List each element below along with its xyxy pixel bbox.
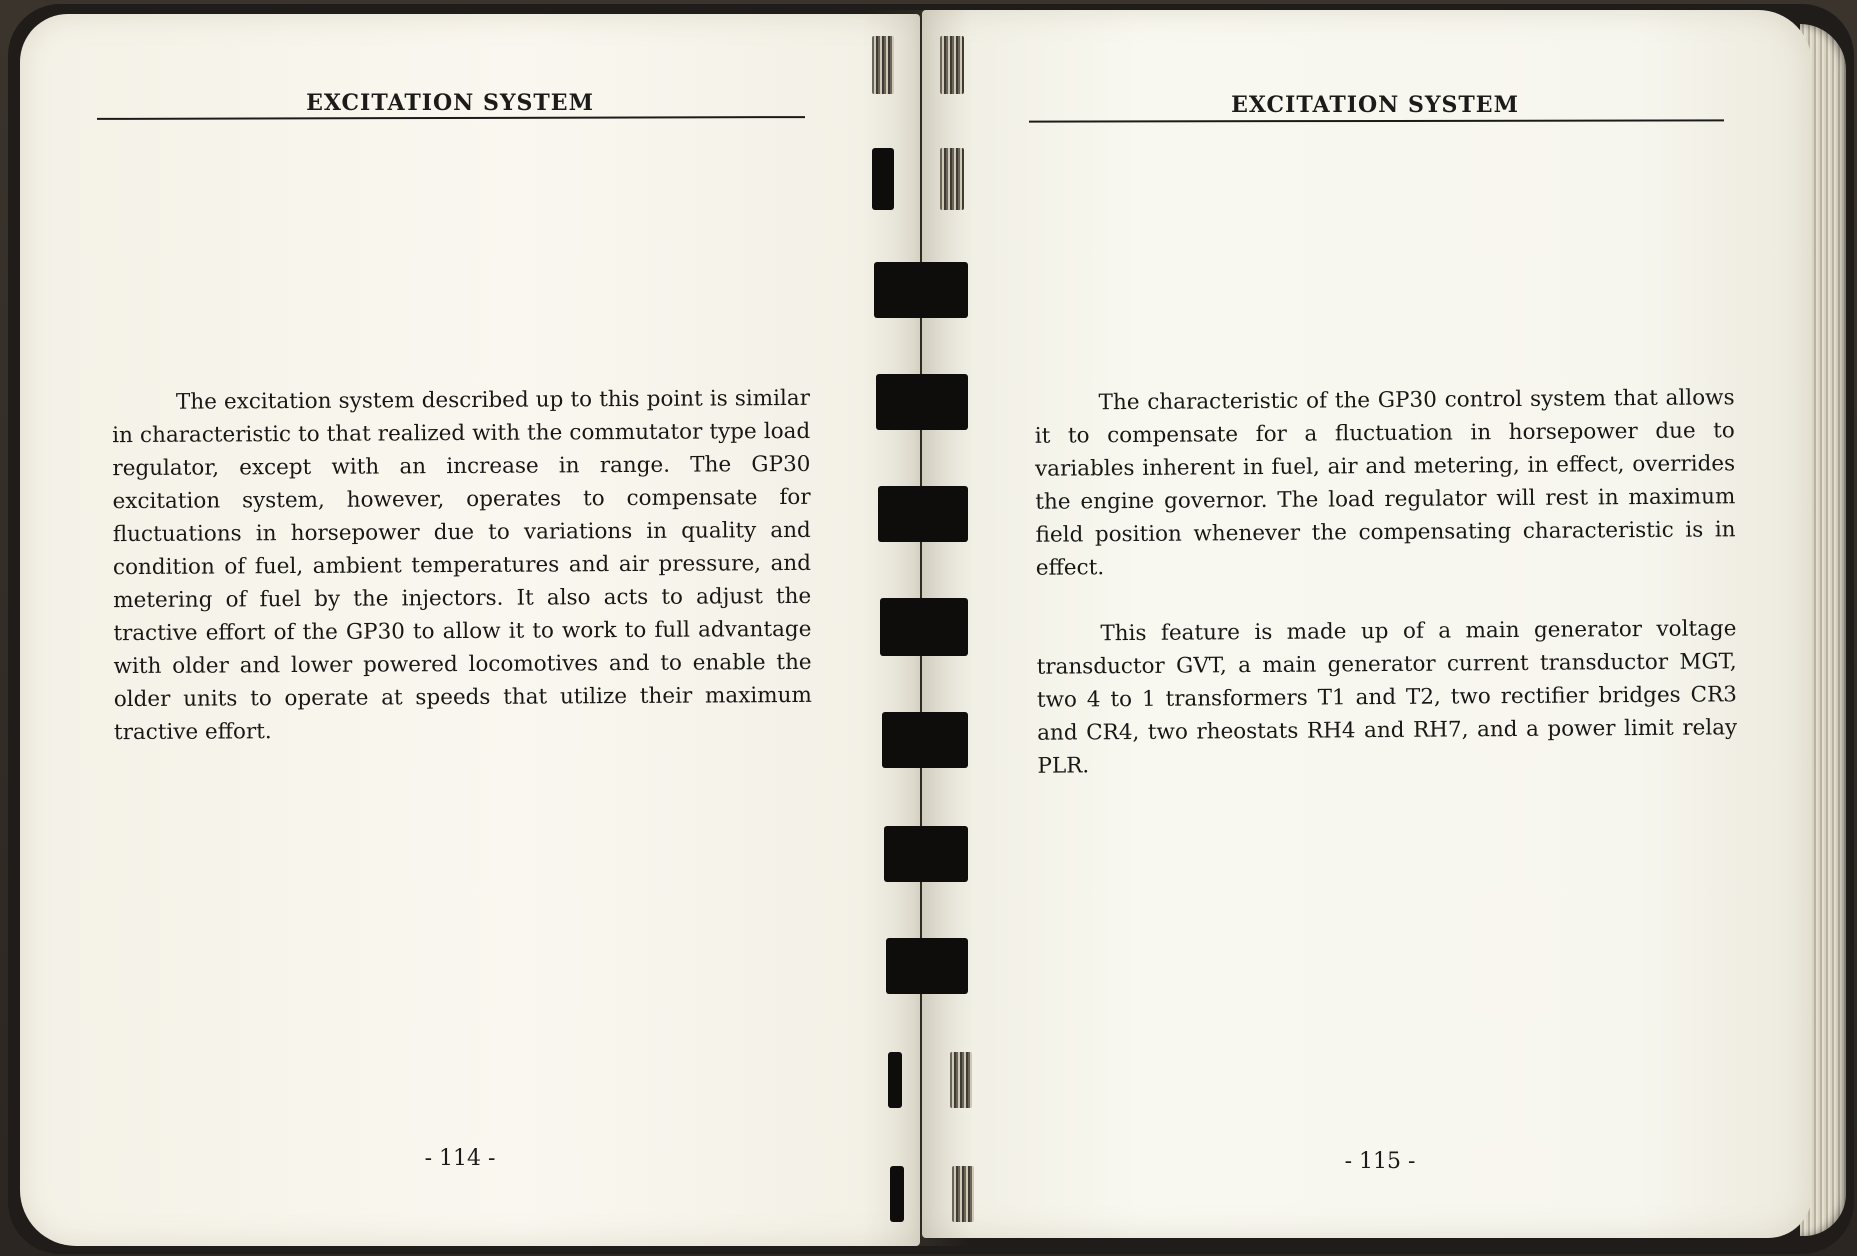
left-running-head: EXCITATION SYSTEM <box>306 90 594 116</box>
right-page-number: - 115 - <box>1344 1149 1416 1174</box>
left-paragraph-1: The excitation system described up to this point is similar in characteristic to that realized with the commutator type load regulator, except with an increase in range. The GP30 excitation system, however, operates to compensate for fluctuations in horsepower due to variations in quality and condition of fuel, ambient temperatures and air pressure, and metering of fuel by the injectors. It also acts to adjust the tractive effort of the GP30 to allow it to work to full advantage with older and lower powered locomotives and to enable the older units to operate at speeds that utilize their maximum tractive effort. <box>112 385 812 746</box>
left-page-number: - 114 - <box>424 1146 496 1171</box>
binding-ring <box>876 374 968 430</box>
right-paragraph-2: This feature is made up of a main generator voltage transductor GVT, a main generator current transductor MGT, two 4 to 1 transformers T1 and T2, two rectifier bridges CR3 and CR4, two rheostats RH4 and RH7, and a power limit relay PLR. <box>1036 616 1738 779</box>
binding-ring <box>940 148 964 210</box>
right-running-head: EXCITATION SYSTEM <box>1231 92 1519 118</box>
binding-ring <box>872 36 894 94</box>
binding-ring <box>872 148 894 210</box>
right-paragraph-1: The characteristic of the GP30 control system that allows it to compensate for a fluctuation in horsepower due to variables inherent in fuel, air and metering, in effect, overrides the engine governor. The load regulator will rest in maximum field position whenever the compensating characteristic is in effect. <box>1034 385 1736 581</box>
binding-ring <box>874 262 968 318</box>
binding-ring <box>880 598 968 656</box>
binding-ring <box>884 826 968 882</box>
binding-ring <box>886 938 968 994</box>
binding-ring <box>888 1052 902 1108</box>
binding-ring <box>882 712 968 768</box>
left-body <box>112 382 812 749</box>
binding-ring <box>890 1166 904 1222</box>
binding-ring <box>940 36 964 94</box>
binding-ring <box>950 1052 972 1108</box>
right-body <box>1034 381 1737 782</box>
binding-ring <box>952 1166 974 1222</box>
binding-ring <box>878 486 968 542</box>
